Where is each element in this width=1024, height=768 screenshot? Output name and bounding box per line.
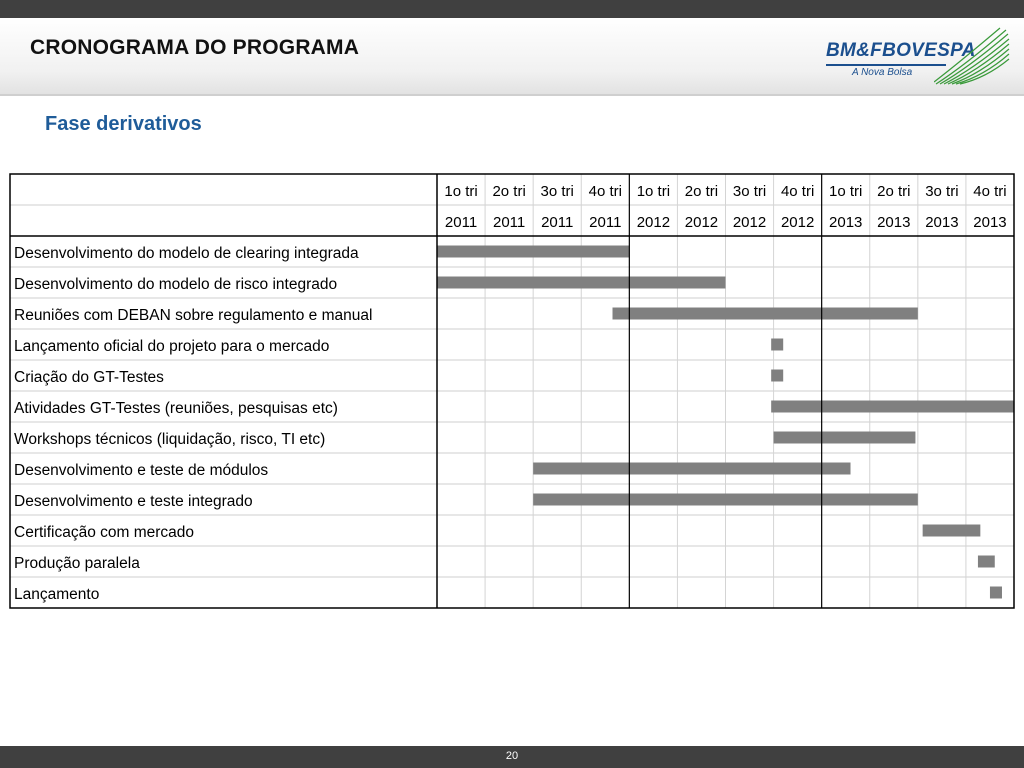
year-label: 2012	[780, 214, 815, 231]
logo-tagline: A Nova Bolsa	[852, 67, 913, 78]
gantt-bar	[771, 339, 783, 351]
task-label: Desenvolvimento do modelo de risco integrado	[14, 276, 338, 293]
task-label: Desenvolvimento e teste integrado	[14, 493, 253, 510]
quarter-label: 2o tri	[877, 183, 911, 200]
year-label: 2011	[492, 214, 526, 231]
page-number: 20	[505, 750, 519, 762]
footer-band	[0, 746, 1024, 768]
task-label: Workshops técnicos (liquidação, risco, TI etc)	[14, 431, 326, 448]
section-subtitle: Fase derivativos	[45, 113, 202, 135]
year-label: 2013	[829, 214, 863, 231]
quarter-label: 1o tri	[636, 183, 671, 200]
gantt-bar	[437, 277, 726, 289]
task-label: Lançamento	[14, 586, 100, 603]
year-label: 2012	[636, 214, 671, 231]
quarter-label: 4o tri	[973, 183, 1007, 200]
year-label: 2013	[925, 214, 959, 231]
quarter-label: 1o tri	[829, 183, 863, 200]
year-label: 2011	[589, 214, 622, 231]
task-label: Reuniões com DEBAN sobre regulamento e manual	[14, 307, 373, 324]
year-label: 2012	[684, 214, 719, 231]
gantt-bar	[978, 556, 995, 568]
task-label: Certificação com mercado	[14, 524, 195, 541]
year-label: 2011	[444, 214, 478, 231]
year-label: 2013	[877, 214, 911, 231]
gantt-bar	[613, 308, 918, 320]
task-label: Criação do GT-Testes	[14, 369, 164, 386]
quarter-label: 3o tri	[732, 183, 767, 200]
task-label: Desenvolvimento e teste de módulos	[14, 462, 269, 479]
quarter-label: 1o tri	[444, 183, 478, 200]
quarter-label: 3o tri	[540, 183, 574, 200]
gantt-bar	[771, 401, 1014, 413]
gantt-bar	[437, 246, 629, 258]
task-label: Lançamento oficial do projeto para o mercado	[14, 338, 330, 355]
gantt-bar	[990, 587, 1002, 599]
task-label: Desenvolvimento do modelo de clearing integrada	[14, 245, 359, 262]
task-label: Atividades GT-Testes (reuniões, pesquisas etc)	[14, 400, 338, 417]
task-label: Produção paralela	[14, 555, 140, 572]
gantt-bar	[771, 370, 783, 382]
quarter-label: 2o tri	[684, 183, 719, 200]
gantt-bar	[923, 525, 981, 537]
gantt-bar	[533, 494, 918, 506]
year-label: 2011	[541, 214, 574, 231]
year-label: 2012	[732, 214, 767, 231]
gantt-bar	[774, 432, 916, 444]
slide-title: CRONOGRAMA DO PROGRAMA	[30, 36, 360, 59]
gantt-bar	[533, 463, 850, 475]
logo-wordmark: BM&FBOVESPA	[826, 40, 976, 61]
quarter-label: 4o tri	[780, 183, 815, 200]
quarter-label: 4o tri	[588, 183, 622, 200]
year-label: 2013	[973, 214, 1007, 231]
quarter-label: 2o tri	[492, 183, 526, 200]
quarter-label: 3o tri	[925, 183, 959, 200]
